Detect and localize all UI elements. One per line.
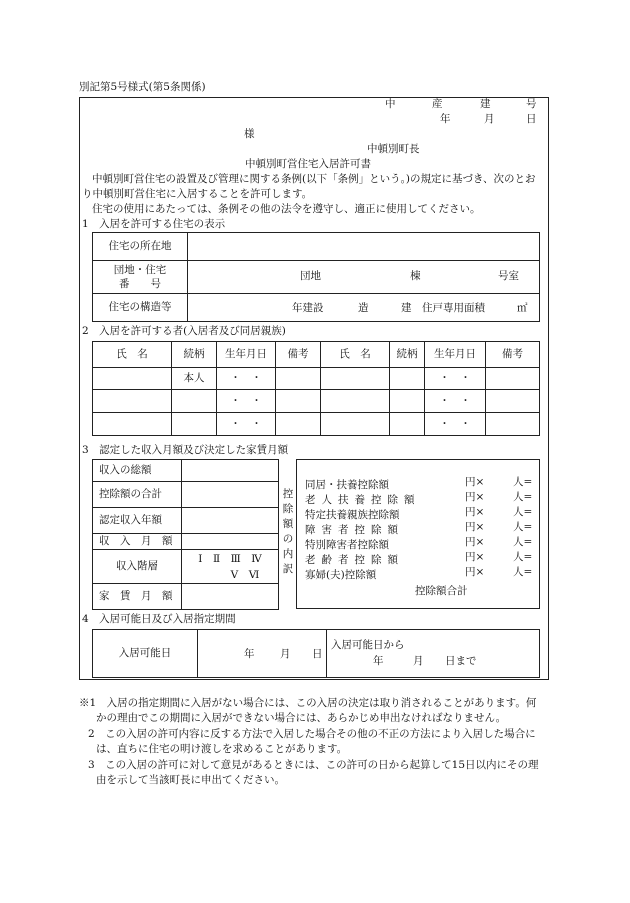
number-value — [188, 261, 540, 294]
from-label: 入居可能日から — [331, 639, 405, 651]
form-header: 別記第5号様式(第5条関係) — [79, 81, 206, 93]
deduction-vertical-label — [279, 487, 297, 577]
deduction-row: 特別障害者控除額 円× 人= — [305, 536, 533, 551]
table-row — [93, 413, 540, 436]
until-month: 月 — [413, 655, 424, 667]
dob-dots: ・ ・ — [425, 368, 486, 390]
deduction-row: 特定扶養親族控除額 円× 人= — [305, 506, 533, 521]
zou-label: 造 — [358, 302, 369, 314]
period-table — [92, 629, 540, 678]
deduction-row: 寡婦(夫)控除額 円× 人= — [305, 566, 533, 581]
note-1: ※1 入居の指定期間に入居がない場合には、この入居の決定は取り消されることがあります。何 — [79, 697, 537, 709]
date-year: 年 — [244, 648, 255, 660]
residents-table — [92, 341, 540, 436]
dob-dots: ・ ・ — [425, 413, 486, 436]
table-row — [93, 390, 540, 413]
income-table — [92, 459, 279, 610]
ken-label: 建 — [401, 302, 412, 314]
deduction-breakdown-box — [296, 459, 540, 609]
vchar: 訳 — [282, 563, 294, 575]
col-birth-2: 生年月日 — [425, 342, 486, 368]
available-date-label: 入居可能日 — [93, 630, 198, 678]
section3-heading: 3 認定した収入月額及び決定した家賃月額 — [82, 444, 289, 456]
doc-no-3: 建 — [480, 98, 491, 110]
sqm-unit: ㎡ — [517, 302, 528, 314]
dob-dots: ・ ・ — [217, 368, 276, 390]
col-name-2: 氏 名 — [321, 342, 390, 368]
deduction-row: 障害者控除額 円× 人= — [305, 521, 533, 536]
page-title: 中頓別町営住宅入居許可書 — [245, 158, 371, 170]
col-note-1: 備考 — [276, 342, 321, 368]
col-note-2: 備考 — [486, 342, 540, 368]
location-label: 住宅の所在地 — [93, 233, 188, 261]
total-income-label: 収入の総額 — [93, 460, 182, 482]
honnin-label: 本人 — [172, 368, 217, 390]
deduction-row: 老人扶養控除額 円× 人= — [305, 491, 533, 506]
date-year: 年 — [440, 113, 451, 125]
vchar: 内 — [282, 548, 294, 560]
col-name-1: 氏 名 — [93, 342, 172, 368]
goushitsu-label: 号室 — [498, 270, 519, 282]
rent-label: 家 賃 月 額 — [93, 584, 182, 610]
danchi-label: 団地 — [300, 270, 321, 282]
dob-dots: ・ ・ — [217, 390, 276, 413]
monthly-income-label: 収 入 月 額 — [93, 534, 182, 550]
section4-heading: 4 入居可能日及び入居指定期間 — [82, 613, 236, 625]
table-row — [93, 368, 540, 390]
issuer: 中頓別町長 — [367, 143, 420, 155]
levels-row-2: Ⅴ Ⅵ — [230, 568, 260, 581]
designated-period-value — [327, 630, 540, 678]
dob-dots: ・ ・ — [425, 390, 486, 413]
note-1b: かの理由でこの期間に入居ができない場合には、あらかじめ申出なければなりません。 — [96, 712, 507, 724]
date-day: 日 — [312, 648, 323, 660]
vchar: 除 — [282, 503, 294, 515]
doc-no-2: 産 — [432, 98, 443, 110]
doc-no-4: 号 — [526, 98, 537, 110]
dob-dots: ・ ・ — [217, 413, 276, 436]
note-2b: は、直ちに住宅の明け渡しを求めることがあります。 — [96, 743, 348, 755]
until-day: 日まで — [445, 655, 477, 667]
vchar: 控 — [282, 488, 294, 500]
until-year: 年 — [373, 655, 384, 667]
section1-heading: 1 入居を許可する住宅の表示 — [82, 218, 226, 230]
deduction-row: 老齢者控除額 円× 人= — [305, 551, 533, 566]
doc-no-1: 中 — [385, 98, 396, 110]
date-month: 月 — [484, 113, 495, 125]
location-value — [188, 233, 540, 261]
deduction-row: 同居・扶養控除額 円× 人= — [305, 476, 533, 491]
available-date-value — [198, 630, 327, 678]
note-3b: 由を示して当該町長に申出てください。 — [96, 774, 285, 786]
date-month: 月 — [280, 648, 291, 660]
date-day: 日 — [526, 113, 537, 125]
tou-label: 棟 — [410, 270, 421, 282]
annual-income-label: 認定収入年額 — [93, 508, 182, 534]
deduction-total: 控除額合計 — [415, 585, 468, 597]
col-relation-1: 続柄 — [172, 342, 217, 368]
structure-value — [188, 294, 540, 322]
number-label-1: 団地・住宅 — [113, 264, 167, 276]
addressee-suffix: 様 — [244, 128, 255, 140]
house-table — [92, 232, 540, 322]
col-birth-1: 生年月日 — [217, 342, 276, 368]
structure-label: 住宅の構造等 — [93, 294, 188, 322]
income-levels — [182, 550, 279, 584]
deduction-total-label: 控除額の合計 — [93, 482, 182, 508]
section2-heading: 2 入居を許可する者(入居者及び同居親族) — [82, 325, 286, 337]
levels-row-1: Ⅰ Ⅱ Ⅲ Ⅳ — [198, 552, 262, 565]
note-2: 2 この入居の許可内容に反する方法で入居した場合その他の不正の方法により入居した場合に — [88, 728, 536, 740]
number-label-2: 番 号 — [119, 277, 161, 290]
body-line-3: 住宅の使用にあたっては、条例その他の法令を遵守し、適正に使用してください。 — [92, 203, 481, 215]
income-level-label: 収入階層 — [93, 550, 182, 584]
number-label — [93, 261, 188, 294]
area-label: 住戸専用面積 — [422, 302, 485, 314]
body-line-2: り中頓別町営住宅に入居することを許可します。 — [82, 188, 313, 200]
col-relation-2: 続柄 — [390, 342, 425, 368]
note-3: 3 この入居の許可に対して意見があるときには、この許可の日から起算して15日以内にその理 — [88, 759, 539, 771]
built-year-label: 年建設 — [292, 302, 324, 314]
vchar: 額 — [282, 518, 294, 530]
vchar: の — [282, 533, 294, 545]
body-line-1: 中頓別町営住宅の設置及び管理に関する条例(以下「条例」という。)の規定に基づき、次のとお — [92, 173, 536, 185]
